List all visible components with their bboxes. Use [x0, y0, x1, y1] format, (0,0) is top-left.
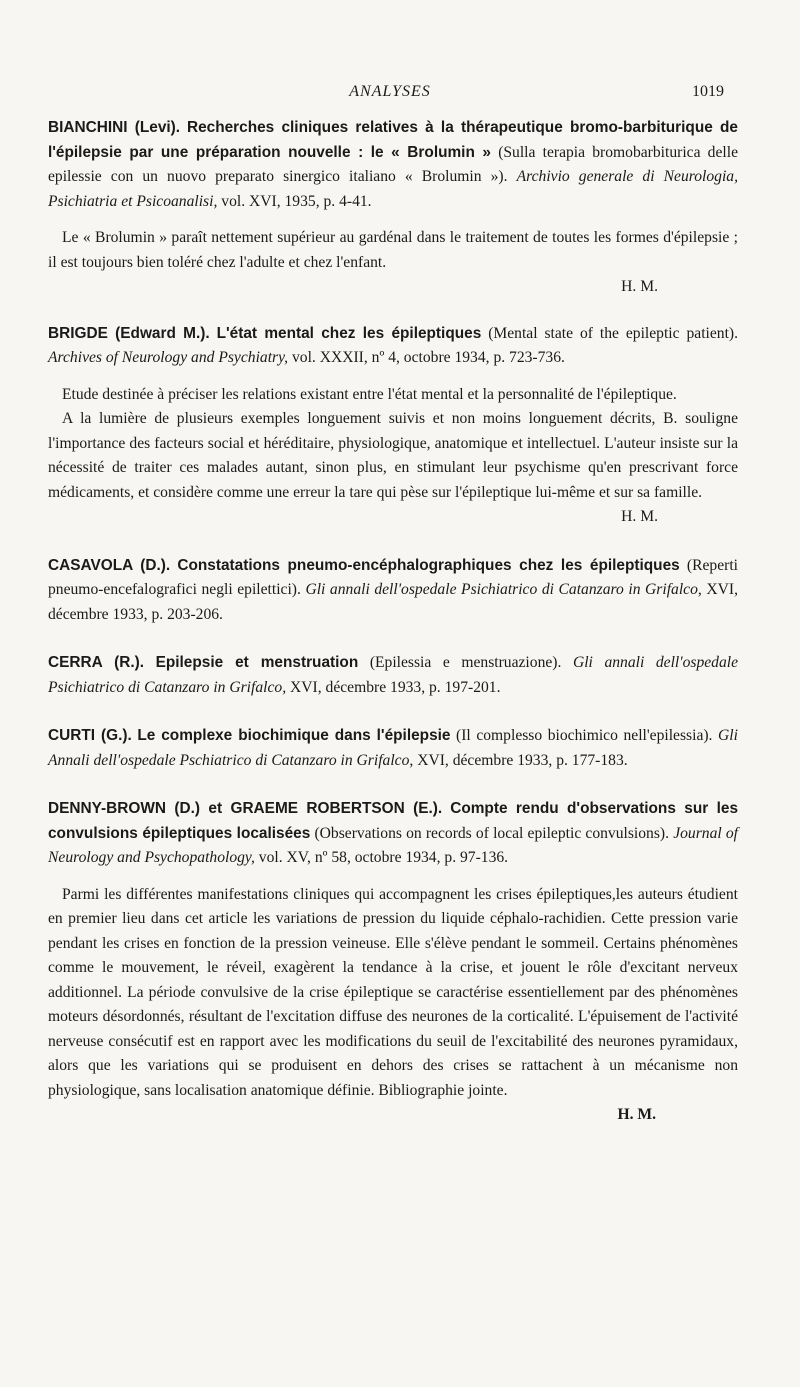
- bibliographic-reference: [48, 554, 738, 628]
- entry-summary: Etude destinée à préciser les relations existant entre l'état mental et la personnalité de l'épileptique.: [62, 385, 677, 403]
- entry-journal: Gli Annali dell'ospedale Pschiatrico di Catanzaro in Grifalco,: [48, 727, 738, 769]
- entry-signature: H. M.: [617, 1106, 656, 1123]
- entry-title: Compte rendu d'observations sur les convulsions épileptiques localisées: [48, 800, 738, 842]
- entry-journal: Journal of Neurology and Psychopathology,: [48, 824, 738, 866]
- bibliographic-reference: [48, 116, 738, 214]
- entry-summary: Parmi les différentes manifestations cliniques qui accompagnent les crises épileptiques,les auteurs étudient en premier lieu dans cet article les variations de pression du liquide céphalo-rachidien. Cette pression varie pendant les crises en fonction de la pression veineuse. Elle s'élève pendant le sommeil. Certains phénomènes comme le mouvement, le réveil, exagèrent la tendance à la crise, et jouent le rôle d'excitant nerveux additionnel. La période convulsive de la crise épileptique se caractérise essentiellement par des phénomènes moteurs désordonnés, résultant de l'excitation diffuse des neurones de la corticalité. L'épuisement de l'activité nerveuse consécutif est en rapport avec les modifications du seuil de l'excitabilité des neurones pyramidaux, alors que les variations qui se produisent en dehors des crises se rattachent à un mécanisme non physiologique, sans localisation anatomique définie. Bibliographie jointe.: [48, 885, 738, 1099]
- entry-citation: XVI, décembre 1933, p. 203-206.: [48, 581, 738, 623]
- entry-journal: Archivio generale di Neurologia, Psichiatria et Psicoanalisi,: [48, 168, 738, 210]
- bibliographic-reference: [48, 322, 738, 371]
- entry-citation: vol. XV, nº 58, octobre 1934, p. 97-136.: [258, 849, 509, 866]
- entry-summary: A la lumière de plusieurs exemples longuement suivis et non moins longuement décrits, B. souligne l'importance des facteurs social et héréditaire, physiologique, anatomique et intellectuel. L'auteur insiste sur la nécessité de traiter ces malades autant, sinon plus, en stimulant leur psychisme qu'en prescrivant force médicaments, et considère comme une erreur la tare qui pèse sur l'épileptique lui-même et sur sa famille.: [48, 410, 738, 501]
- entry-summary: Le « Brolumin » paraît nettement supérieur au gardénal dans le traitement de toutes les formes d'épilepsie ; il est toujours bien toléré chez l'adulte et chez l'enfant.: [48, 229, 738, 271]
- entry-title: L'état mental chez les épileptiques: [216, 324, 482, 342]
- entry-original-title: (Reperti pneumo-encefalografici negli epilettici).: [48, 556, 738, 598]
- entry-title: Constatations pneumo-encéphalographiques chez les épileptiques: [177, 556, 680, 574]
- page-header: [0, 80, 800, 108]
- entry-title: Recherches cliniques relatives à la thérapeutique bromo-barbiturique de l'épilepsie par une préparation nouvelle : le « Brolumin »: [48, 119, 738, 161]
- page-number: 1019: [692, 83, 724, 100]
- entry-journal: Archives of Neurology and Psychiatry,: [48, 349, 289, 366]
- entry-citation: XVI, décembre 1933, p. 197-201.: [290, 678, 501, 696]
- running-title: ANALYSES: [349, 83, 431, 100]
- entry-author: CASAVOLA (D.).: [48, 556, 171, 574]
- entry-author: BIANCHINI (Levi).: [48, 119, 181, 136]
- entry-original-title: (Il complesso biochimico nell'epilessia).: [456, 727, 713, 744]
- entry-title: Le complexe biochimique dans l'épilepsie: [137, 727, 451, 744]
- entry-citation: vol. XVI, 1935, p. 4-41.: [221, 192, 372, 210]
- entry-author: CURTI (G.).: [48, 727, 132, 744]
- entry-original-title: (Sulla terapia bromobarbiturica delle epilessie con un nuovo preparato sinergico italiano « Brolumin »).: [48, 143, 738, 185]
- entry-journal: Gli annali dell'ospedale Psichiatrico di Catanzaro in Grifalco,: [305, 581, 702, 598]
- entry-citation: XVI, décembre 1933, p. 177-183.: [417, 751, 628, 769]
- abstract-entry-cerra: [48, 651, 738, 700]
- abstract-entry-curti: [48, 724, 738, 773]
- page-content: [48, 116, 738, 1128]
- abstract-entry-denny-brown: [48, 797, 738, 1128]
- entry-original-title: (Epilessia e menstruazione).: [369, 654, 562, 671]
- bibliographic-reference: [48, 797, 738, 871]
- entry-author: CERRA (R.).: [48, 654, 145, 671]
- entry-citation: vol. XXXII, nº 4, octobre 1934, p. 723-736.: [291, 349, 565, 366]
- entry-title: Epilepsie et menstruation: [155, 654, 359, 671]
- abstract-entry-bianchini: [48, 116, 738, 300]
- entry-original-title: (Mental state of the epileptic patient).: [488, 324, 739, 342]
- abstract-entry-brigde: [48, 322, 738, 530]
- entry-original-title: (Observations on records of local epileptic convulsions).: [314, 824, 670, 842]
- entry-journal: Gli annali dell'ospedale Psichiatrico di Catanzaro in Grifalco,: [48, 654, 739, 696]
- abstract-entry-casavola: [48, 554, 738, 628]
- bibliographic-reference: [48, 724, 738, 773]
- entry-author: DENNY-BROWN (D.) et GRAEME ROBERTSON (E.).: [48, 800, 443, 817]
- entry-signature: H. M.: [621, 278, 658, 295]
- entry-signature: H. M.: [621, 508, 658, 525]
- entry-author: BRIGDE (Edward M.).: [48, 324, 210, 342]
- bibliographic-reference: [48, 651, 738, 700]
